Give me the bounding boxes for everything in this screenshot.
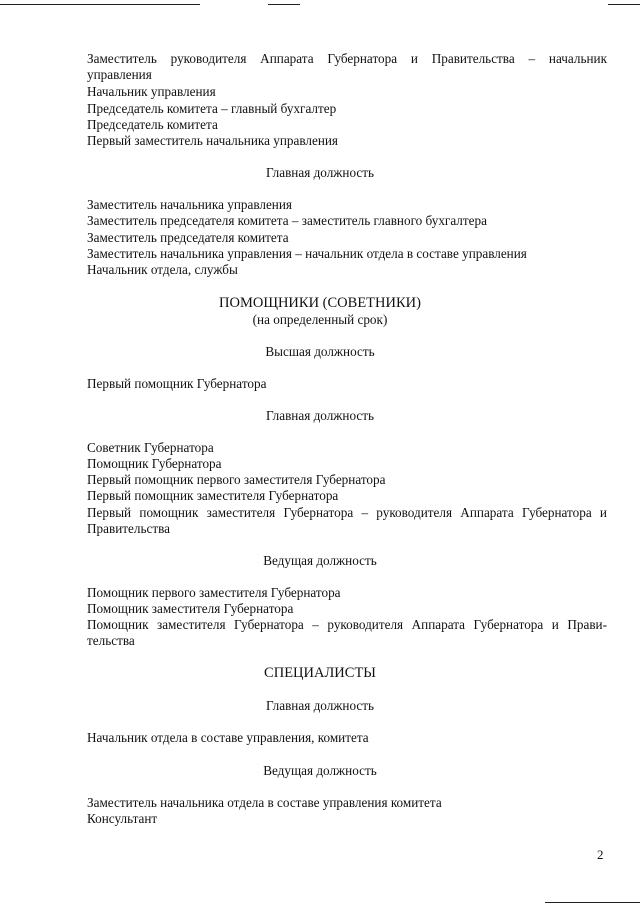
position-line: Первый помощник заместителя Губернатора: [87, 488, 339, 503]
position-line: Консультант: [87, 811, 158, 826]
section-heading: ПОМОЩНИКИ (СОВЕТНИКИ): [219, 295, 421, 311]
position-line: Помощник Губернатора: [87, 456, 222, 471]
scan-artifact-line: [0, 4, 200, 5]
position-line: Заместитель руководителя Аппарата Губернатора и Правительства – начальник: [87, 51, 607, 66]
position-line: Начальник отдела в составе управления, комитета: [87, 730, 369, 745]
section-heading: СПЕЦИАЛИСТЫ: [264, 665, 376, 681]
position-line: Советник Губернатора: [87, 440, 214, 455]
category-heading: Главная должность: [266, 165, 374, 180]
category-heading: Высшая должность: [265, 344, 375, 359]
section-subheading: (на определенный срок): [252, 312, 388, 327]
position-line: Начальник отдела, службы: [87, 262, 238, 277]
category-heading: Главная должность: [266, 408, 374, 423]
position-line: Помощник первого заместителя Губернатора: [87, 585, 341, 600]
position-line: Помощник заместителя Губернатора – руководителя Аппарата Губернатора и Прави-: [87, 617, 607, 632]
position-line: Первый помощник первого заместителя Губернатора: [87, 472, 386, 487]
position-line: Помощник заместителя Губернатора: [87, 601, 294, 616]
scan-artifact-line: [608, 4, 640, 5]
position-line: Заместитель председателя комитета: [87, 230, 289, 245]
position-line: тельства: [87, 633, 135, 648]
position-line: Председатель комитета – главный бухгалтер: [87, 101, 337, 116]
position-line: Правительства: [87, 521, 170, 536]
position-line: Заместитель председателя комитета – заместитель главного бухгалтера: [87, 213, 487, 228]
category-heading: Ведущая должность: [263, 553, 377, 568]
scan-artifact-line: [545, 902, 640, 903]
position-line: Первый помощник Губернатора: [87, 376, 267, 391]
category-heading: Главная должность: [266, 698, 374, 713]
page-number: 2: [597, 847, 604, 862]
position-line: Первый помощник заместителя Губернатора – руководителя Аппарата Губернатора и: [87, 505, 607, 520]
scan-artifact-line: [268, 4, 300, 5]
position-line: Заместитель начальника управления – начальник отдела в составе управления: [87, 246, 527, 261]
position-line: управления: [87, 67, 152, 82]
position-line: Начальник управления: [87, 84, 216, 99]
position-line: Заместитель начальника управления: [87, 197, 292, 212]
position-line: Первый заместитель начальника управления: [87, 133, 338, 148]
position-line: Заместитель начальника отдела в составе управления комитета: [87, 795, 442, 810]
position-line: Председатель комитета: [87, 117, 218, 132]
category-heading: Ведущая должность: [263, 763, 377, 778]
